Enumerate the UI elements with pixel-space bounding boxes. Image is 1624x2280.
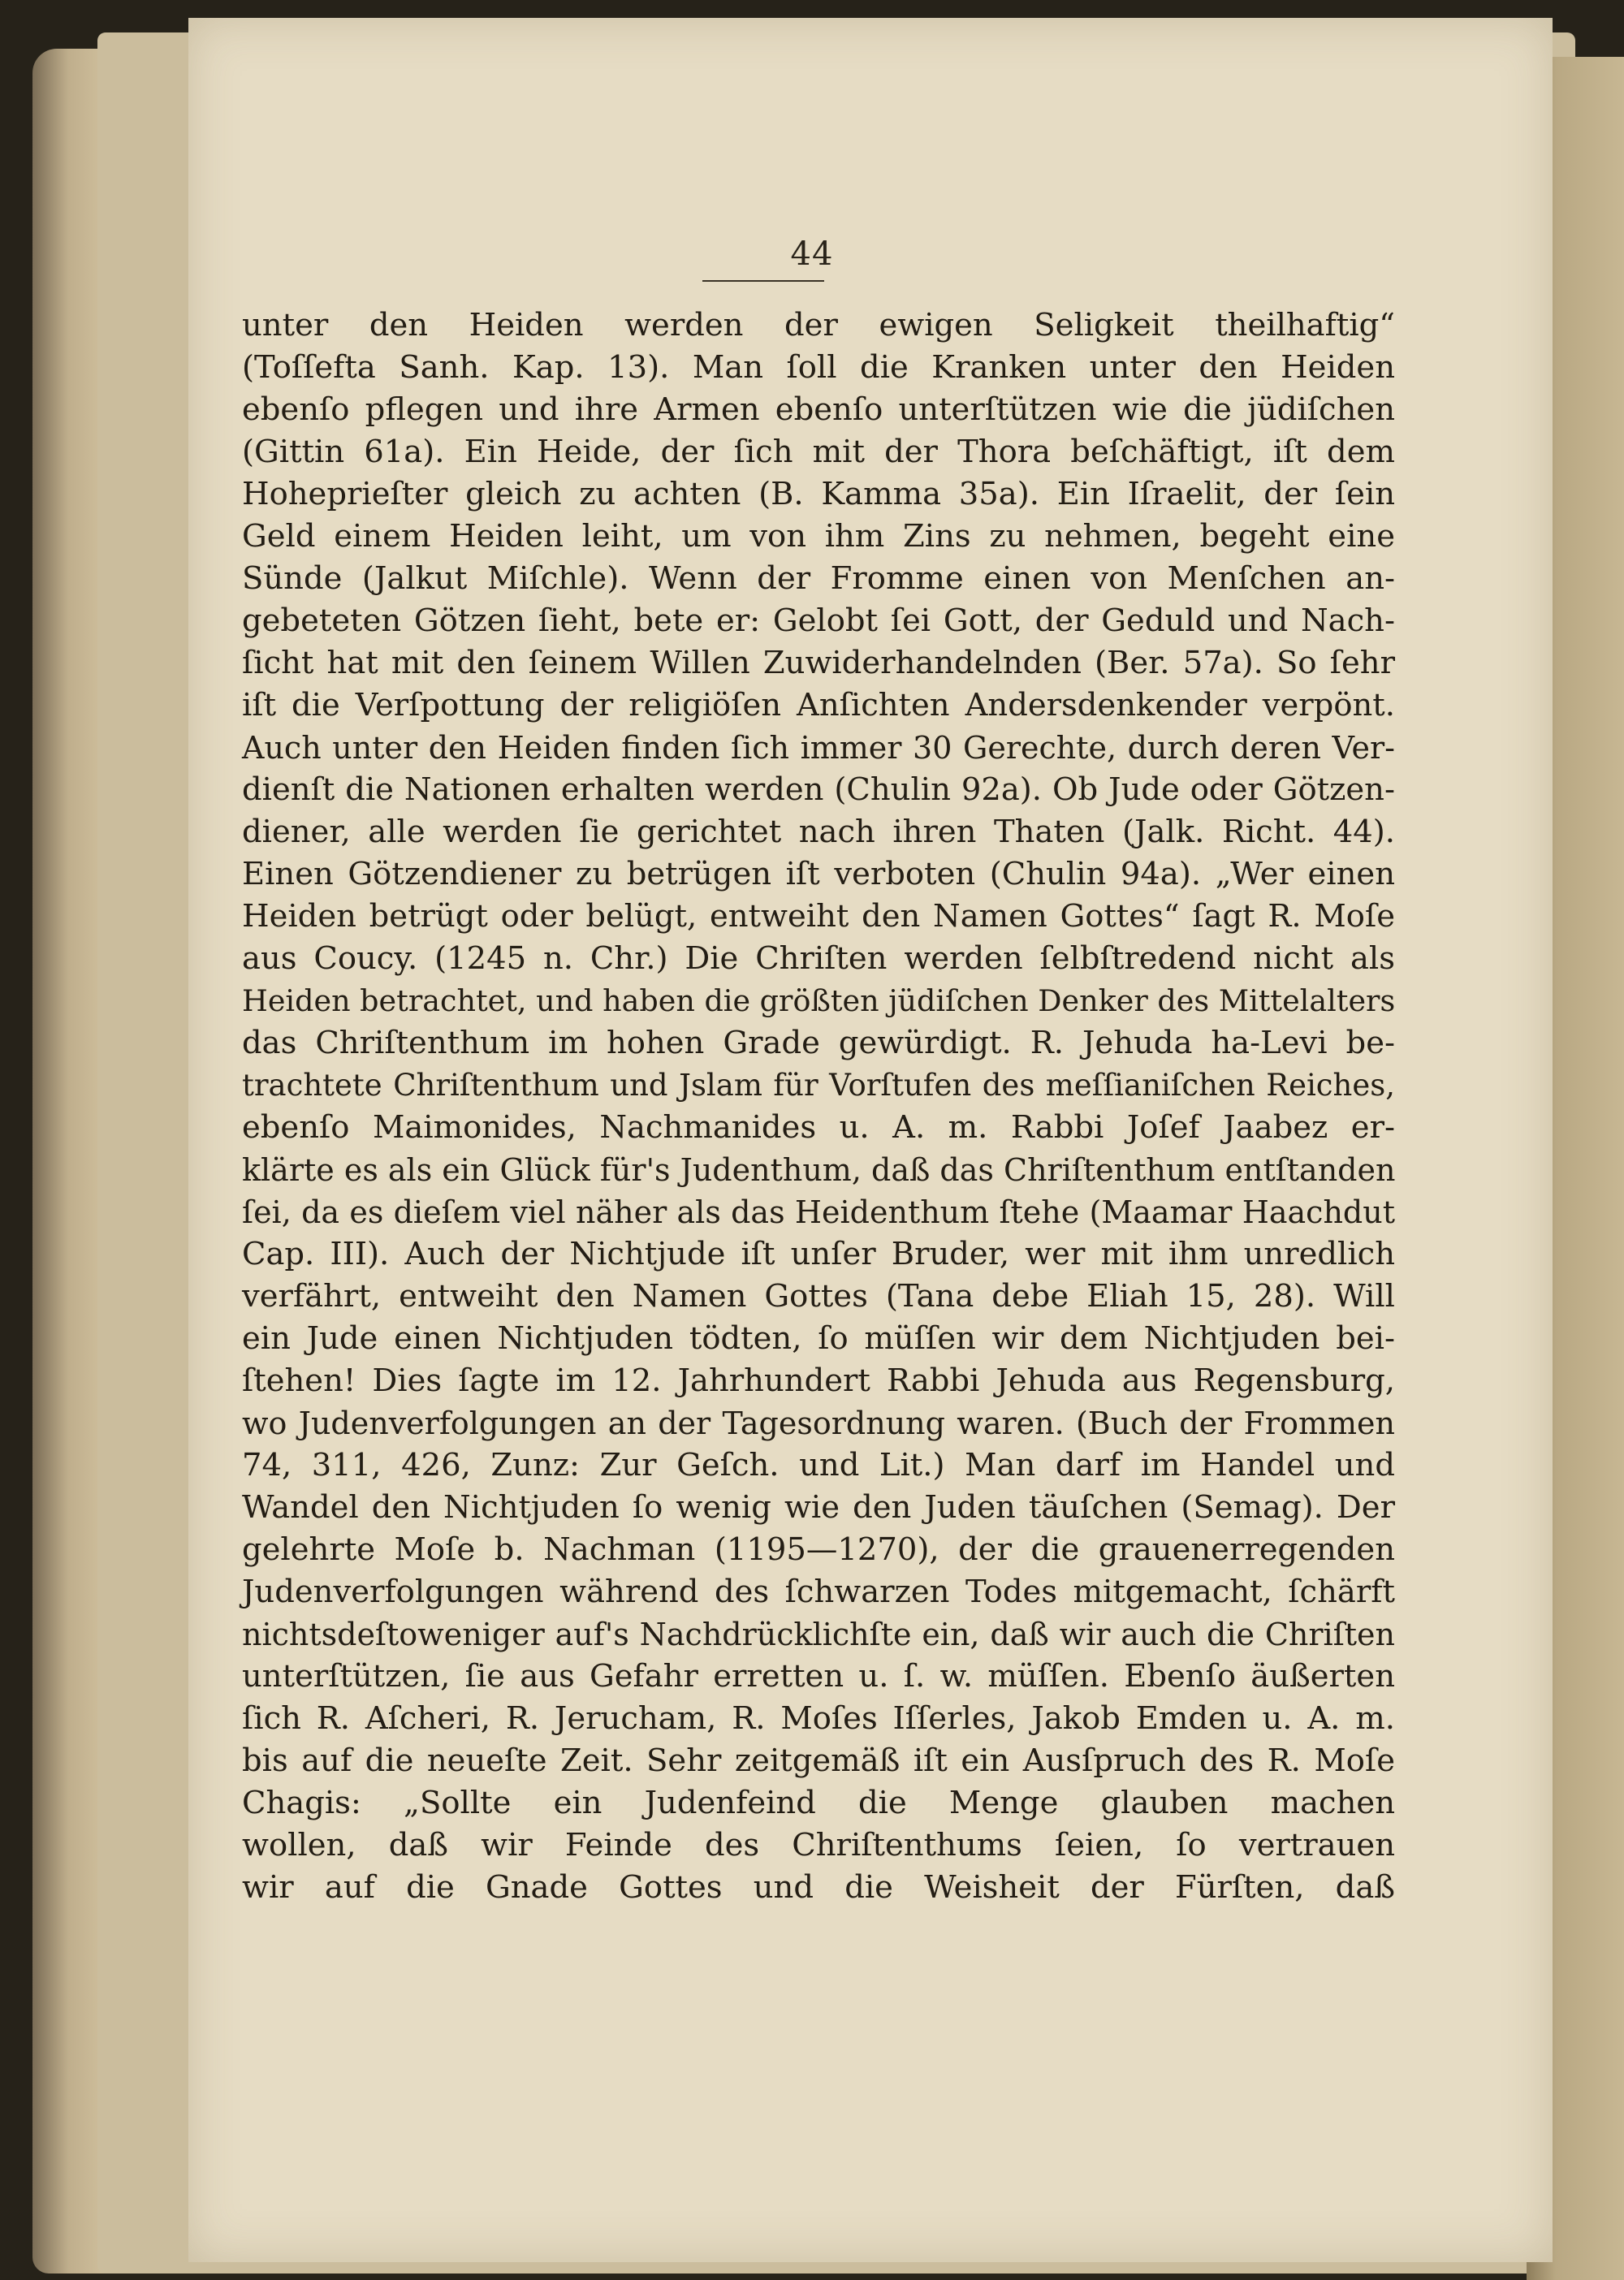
text-line: wo Judenverfolgungen an der Tagesordnung waren. (Buch der Frommen xyxy=(242,1406,1395,1441)
text-line: aus Coucy. (1245 n. Chr.) Die Chriſten werden ſelbſtredend nicht als xyxy=(242,940,1395,977)
text-line: Hoheprieſter gleich zu achten (B. Kamma 35a). Ein Iſraelit, der ſein xyxy=(242,476,1395,512)
text-line: nichtsdeſtoweniger auf's Nachdrücklichſte ein, daß wir auch die Chriſten xyxy=(242,1617,1395,1652)
text-line: dienſt die Nationen erhalten werden (Chulin 92a). Ob Jude oder Götzen- xyxy=(242,771,1395,808)
page-number-rule xyxy=(702,280,824,282)
text-line: das Chriſtenthum im hohen Grade gewürdigt. R. Jehuda ha-Levi be- xyxy=(242,1025,1395,1061)
text-line: Cap. III). Auch der Nichtjude iſt unſer Bruder, wer mit ihm unredlich xyxy=(242,1236,1395,1272)
text-line: ein Jude einen Nichtjuden tödten, ſo müſſen wir dem Nichtjuden bei- xyxy=(242,1320,1395,1357)
text-line: Heiden betrügt oder belügt, entweiht den Namen Gottes“ ſagt R. Moſe xyxy=(242,898,1395,935)
text-line: gelehrte Moſe b. Nachman (1195—1270), der die grauenerregenden xyxy=(242,1531,1395,1568)
text-line: ſtehen! Dies ſagte im 12. Jahrhundert Rabbi Jehuda aus Regensburg, xyxy=(242,1362,1395,1399)
text-line: Geld einem Heiden leiht, um von ihm Zins zu nehmen, begeht eine xyxy=(242,518,1395,555)
body-text xyxy=(242,304,1395,1909)
text-line: Auch unter den Heiden finden ſich immer 30 Gerechte, durch deren Ver- xyxy=(242,730,1395,766)
text-line: ebenſo Maimonides, Nachmanides u. A. m. Rabbi Joſef Jaabez er- xyxy=(242,1109,1395,1146)
text-line: unterſtützen, ſie aus Gefahr erretten u. ſ. w. müſſen. Ebenſo äußerten xyxy=(242,1658,1395,1695)
text-line: 74, 311, 426, Zunz: Zur Geſch. und Lit.) Man darf im Handel und xyxy=(242,1447,1395,1483)
text-line: verfährt, entweiht den Namen Gottes (Tana debe Eliah 15, 28). Will xyxy=(242,1278,1395,1315)
text-line: wir auf die Gnade Gottes und die Weisheit der Fürſten, daß xyxy=(242,1869,1395,1906)
text-line: (Gittin 61a). Ein Heide, der ſich mit der Thora beſchäftigt, iſt dem xyxy=(242,434,1395,470)
text-line: gebeteten Götzen ſieht, bete er: Gelobt ſei Gott, der Geduld und Nach- xyxy=(242,602,1395,639)
text-line: unter den Heiden werden der ewigen Seligkeit theilhaftig“ xyxy=(242,307,1395,343)
text-line: Heiden betrachtet, und haben die größten jüdiſchen Denker des Mittelalters xyxy=(242,983,1396,1018)
text-line: iſt die Verſpottung der religiöſen Anſichten Andersdenkender verpönt. xyxy=(242,687,1395,723)
text-line: ſich R. Aſcheri, R. Jerucham, R. Moſes Iſſerles, Jakob Emden u. A. m. xyxy=(242,1700,1395,1737)
page-number: 44 xyxy=(790,235,834,273)
text-line: bis auf die neueſte Zeit. Sehr zeitgemäß iſt ein Ausſpruch des R. Moſe xyxy=(242,1742,1395,1779)
text-line: Judenverfolgungen während des ſchwarzen Todes mitgemacht, ſchärft xyxy=(242,1574,1395,1610)
text-line: klärte es als ein Glück für's Judenthum, daß das Chriſtenthum entſtanden xyxy=(242,1152,1396,1188)
text-line: Wandel den Nichtjuden ſo wenig wie den Juden täuſchen (Semag). Der xyxy=(242,1489,1395,1526)
text-line: wollen, daß wir Feinde des Chriſtenthums ſeien, ſo vertrauen xyxy=(242,1827,1395,1863)
text-line: ſicht hat mit den ſeinem Willen Zuwiderhandelnden (Ber. 57a). So ſehr xyxy=(242,645,1395,681)
text-line: (Toſſefta Sanh. Kap. 13). Man ſoll die Kranken unter den Heiden xyxy=(242,349,1395,386)
text-line: ſei, da es dieſem viel näher als das Heidenthum ſtehe (Maamar Haachdut xyxy=(242,1194,1395,1230)
text-line: Einen Götzendiener zu betrügen iſt verboten (Chulin 94a). „Wer einen xyxy=(242,856,1395,892)
text-line: Chagis: „Sollte ein Judenfeind die Menge glauben machen xyxy=(242,1785,1395,1821)
text-line: trachtete Chriſtenthum und Jslam für Vorſtufen des meſſianiſchen Reiches, xyxy=(242,1068,1395,1103)
text-line: diener, alle werden ſie gerichtet nach ihren Thaten (Jalk. Richt. 44). xyxy=(242,814,1395,850)
text-line: Sünde (Jalkut Miſchle). Wenn der Fromme einen von Menſchen an- xyxy=(242,560,1395,597)
text-line: ebenſo pflegen und ihre Armen ebenſo unterſtützen wie die jüdiſchen xyxy=(242,391,1395,428)
